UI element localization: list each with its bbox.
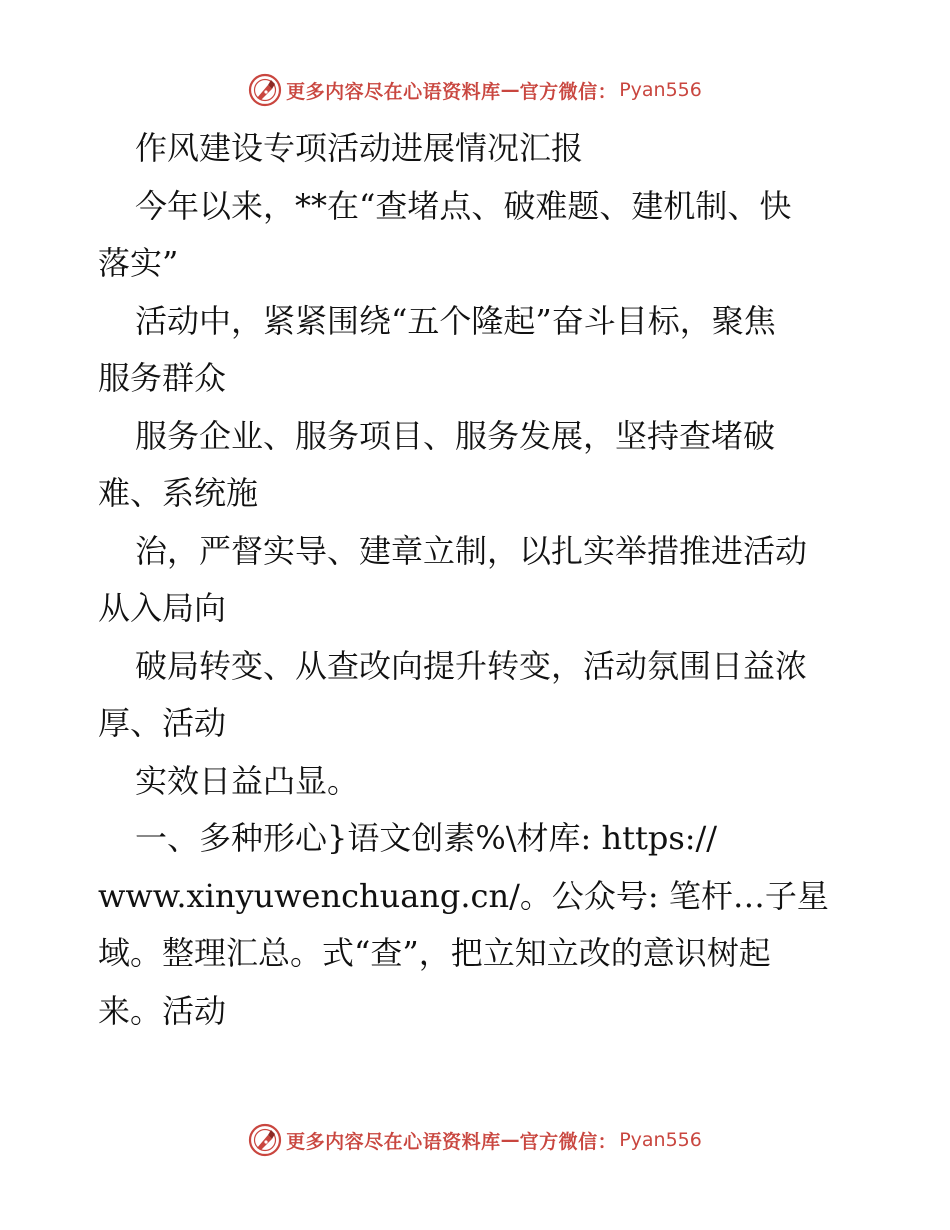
banner-contact-label: 官方微信： [519,1130,618,1153]
document-body [98,120,858,1040]
paragraph-line: 落实” [98,244,179,282]
banner-title: 更多内容尽在心语资料库 [286,80,501,103]
paragraph-line: 从入局向 [98,589,227,627]
header-banner [0,70,950,110]
paragraph-line: www.xinyuwenchuang.cn/。公众号: 笔杆…子星 [98,876,829,915]
section-heading-line: 一、多种形心}语文创素%\材库: https:// [135,819,718,857]
document-title: 作风建设专项活动进展情况汇报 [135,129,584,167]
pen-nib-logo-icon [248,73,282,107]
pen-nib-logo-icon [248,1123,282,1157]
banner-contact-label: 官方微信： [519,80,618,103]
footer-banner [0,1120,950,1160]
paragraph-line: 今年以来，**在“查堵点、破难题、建机制、快 [135,186,792,225]
paragraph-line: 来。活动 [98,991,227,1030]
banner-separator: — [500,79,520,101]
paragraph-line: 治，严督实导、建章立制，以扎实举措推进活动 [135,531,808,570]
paragraph-line: 实效日益凸显。 [135,761,360,800]
paragraph-line: 域。整理汇总。式“查”，把立知立改的意识树起 [98,934,771,972]
paragraph-line: 难、系统施 [98,474,259,512]
banner-contact-id: Pyan556 [619,1129,702,1151]
paragraph-line: 服务群众 [98,359,227,397]
paragraph-line: 服务企业、服务项目、服务发展，坚持查堵破 [135,416,776,455]
banner-contact-id: Pyan556 [619,79,702,101]
paragraph-line: 厚、活动 [98,704,227,742]
paragraph-line: 活动中，紧紧围绕“五个隆起”奋斗目标，聚焦 [135,301,776,340]
paragraph-line: 破局转变、从查改向提升转变，活动氛围日益浓 [135,646,808,685]
banner-title: 更多内容尽在心语资料库 [286,1130,501,1153]
banner-separator: — [500,1129,520,1151]
